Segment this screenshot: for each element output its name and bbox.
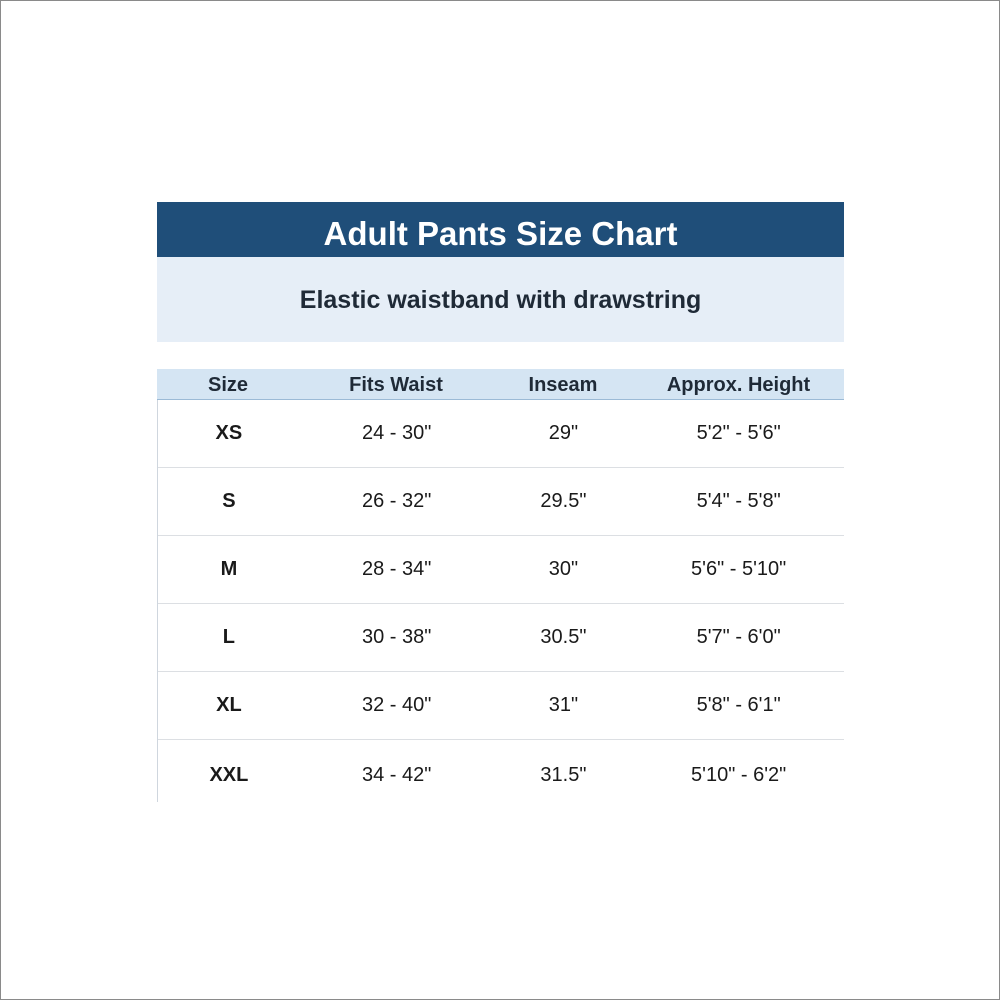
height-cell: 5'10" - 6'2" bbox=[691, 764, 787, 786]
table-body bbox=[157, 400, 844, 802]
inseam-cell: 29.5" bbox=[540, 490, 587, 512]
size-cell: XXL bbox=[209, 764, 249, 786]
waist-cell: 26 - 32" bbox=[361, 490, 432, 512]
size-cell: M bbox=[220, 558, 238, 580]
inseam-cell: 31" bbox=[548, 694, 579, 716]
table-header-row bbox=[157, 369, 844, 400]
table-row bbox=[158, 468, 844, 536]
height-cell: 5'2" - 5'6" bbox=[696, 422, 781, 444]
table-row bbox=[158, 604, 844, 672]
size-chart bbox=[157, 202, 844, 802]
header-size: Size bbox=[207, 374, 249, 396]
waist-cell: 28 - 34" bbox=[361, 558, 432, 580]
waist-cell: 24 - 30" bbox=[361, 422, 432, 444]
inseam-cell: 30.5" bbox=[540, 626, 587, 648]
size-cell: XS bbox=[215, 422, 243, 444]
table-row bbox=[158, 740, 844, 802]
header-approx-height: Approx. Height bbox=[666, 374, 811, 396]
table-row bbox=[158, 400, 844, 468]
table-row bbox=[158, 672, 844, 740]
table-row bbox=[158, 536, 844, 604]
inseam-cell: 29" bbox=[548, 422, 579, 444]
header-fits-waist: Fits Waist bbox=[349, 374, 443, 396]
header-inseam: Inseam bbox=[528, 374, 598, 396]
height-cell: 5'8" - 6'1" bbox=[696, 694, 781, 716]
chart-title: Adult Pants Size Chart bbox=[157, 202, 844, 257]
height-cell: 5'4" - 5'8" bbox=[696, 490, 781, 512]
size-cell: L bbox=[222, 626, 235, 648]
height-cell: 5'7" - 6'0" bbox=[696, 626, 781, 648]
waist-cell: 32 - 40" bbox=[361, 694, 432, 716]
spacer bbox=[157, 342, 844, 369]
chart-subtitle: Elastic waistband with drawstring bbox=[157, 257, 844, 342]
size-cell: S bbox=[222, 490, 236, 512]
inseam-cell: 31.5" bbox=[540, 764, 587, 786]
size-cell: XL bbox=[216, 694, 242, 716]
height-cell: 5'6" - 5'10" bbox=[691, 558, 787, 580]
waist-cell: 30 - 38" bbox=[361, 626, 432, 648]
waist-cell: 34 - 42" bbox=[361, 764, 432, 786]
inseam-cell: 30" bbox=[548, 558, 579, 580]
